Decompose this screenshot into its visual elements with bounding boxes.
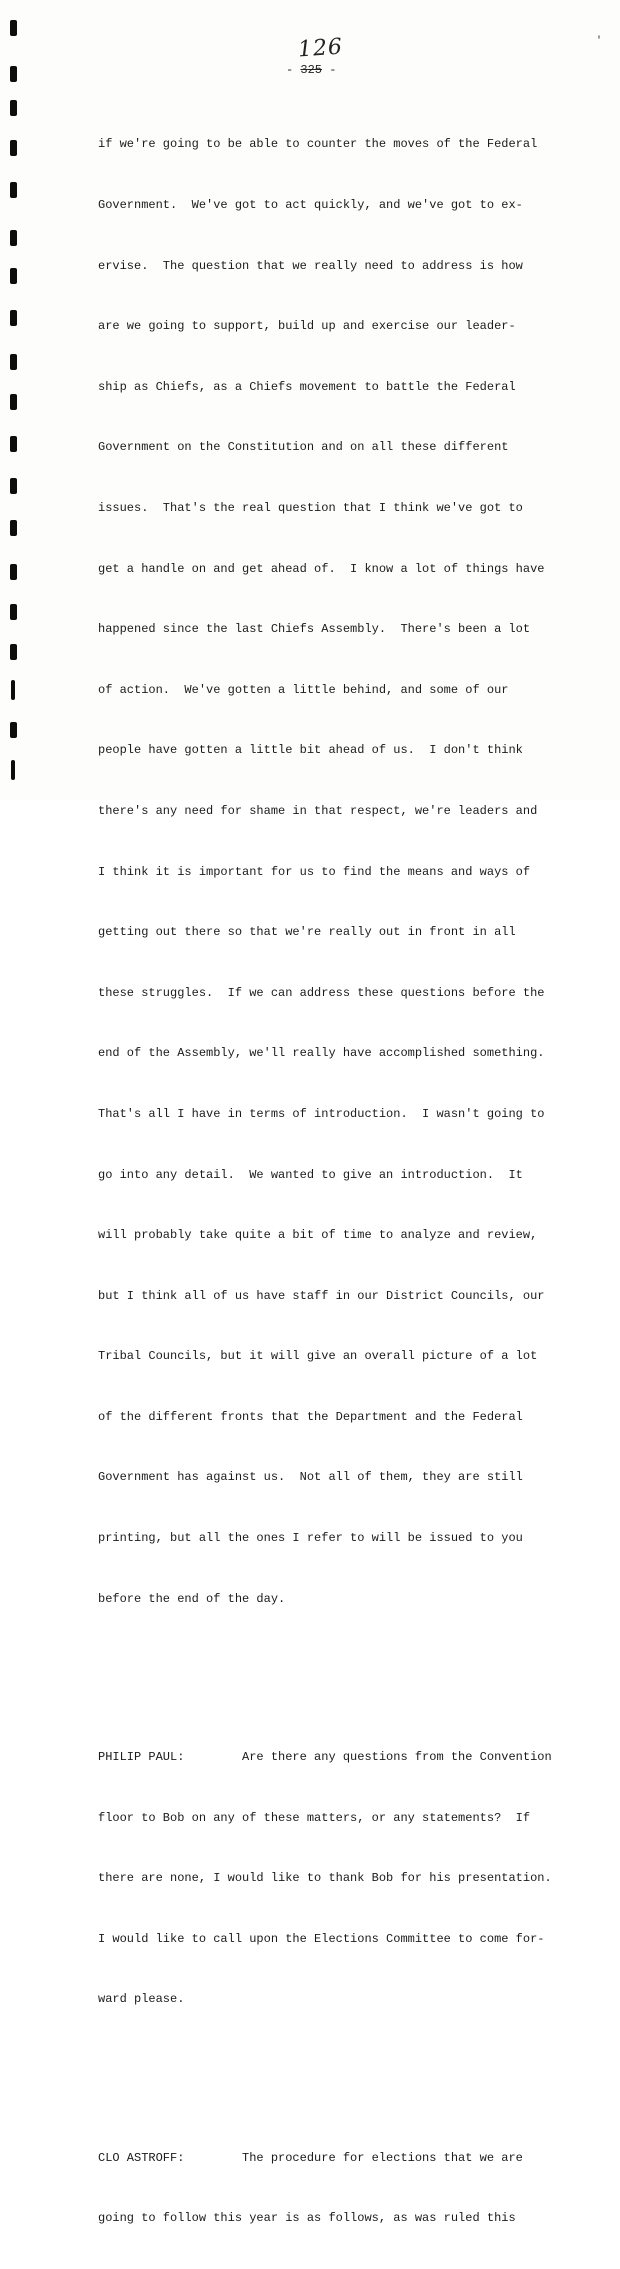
text-line: ship as Chiefs, as a Chiefs movement to battle the Federal	[98, 379, 516, 394]
binding-mark	[10, 140, 17, 156]
text-line: are we going to support, build up and exercise our leader-	[98, 319, 516, 334]
binding-mark	[11, 760, 15, 780]
typed-page-number: - 325 -	[286, 63, 337, 77]
text-line: of action. We've gotten a little behind, and some of our	[98, 682, 509, 697]
binding-mark	[10, 644, 17, 660]
binding-mark	[10, 436, 17, 452]
text-line: ward please.	[98, 1992, 185, 2007]
binding-mark	[10, 66, 17, 82]
text-line: go into any detail. We wanted to give an introduction. It	[98, 1167, 523, 1182]
text-line: people have gotten a little bit ahead of us. I don't think	[98, 743, 523, 758]
binding-mark	[10, 20, 17, 36]
handwritten-page-number: 126	[297, 34, 344, 63]
text-line: happened since the last Chiefs Assembly. There's been a lot	[98, 622, 531, 637]
paragraph-gap	[98, 1669, 598, 1686]
speaker-line: CLO ASTROFF: The procedure for elections that we are	[98, 2150, 523, 2165]
binding-mark	[10, 722, 17, 738]
text-line: Government. We've got to act quickly, and we've got to ex-	[98, 198, 523, 212]
text-line: get a handle on and get ahead of. I know a lot of things have	[98, 561, 545, 576]
text-line: but I think all of us have staff in our District Councils, our	[98, 1288, 545, 1303]
binding-mark	[10, 520, 17, 536]
text-line: I think it is important for us to find the means and ways of	[98, 864, 531, 879]
text-line: will probably take quite a bit of time to analyze and review,	[98, 1228, 538, 1243]
binding-mark	[10, 604, 17, 620]
text-line: printing, but all the ones I refer to will be issued to you	[98, 1531, 523, 1546]
text-line: I would like to call upon the Elections Committee to come for-	[98, 1931, 545, 1946]
text-line: Government on the Constitution and on all these different	[98, 440, 509, 455]
text-line: of the different fronts that the Department and the Federal	[98, 1409, 523, 1424]
binding-mark	[10, 478, 17, 494]
text-line: end of the Assembly, we'll really have accomplished something.	[98, 1046, 545, 1061]
binding-mark	[10, 564, 17, 580]
binding-mark	[10, 394, 17, 410]
text-line: Tribal Councils, but it will give an overall picture of a lot	[98, 1349, 538, 1364]
binding-mark	[10, 100, 17, 116]
text-line: if we're going to be able to counter the moves of the Federal	[98, 137, 538, 152]
text-line: Government has against us. Not all of them, they are still	[98, 1470, 523, 1485]
text-line: floor to Bob on any of these matters, or any statements? If	[98, 1810, 531, 1825]
binding-mark	[10, 354, 17, 370]
text-line: getting out there so that we're really out in front in all	[98, 925, 516, 940]
corner-mark: '	[596, 36, 603, 47]
text-line: there's any need for shame in that respect, we're leaders and	[98, 803, 538, 818]
binding-marks	[8, 0, 22, 800]
binding-mark	[10, 230, 17, 246]
binding-mark	[11, 680, 15, 700]
speaker-line: PHILIP PAUL: Are there any questions from the Convention	[98, 1750, 552, 1765]
struck-page-number: 325	[300, 63, 323, 77]
text-line: there are none, I would like to thank Bob for his presentation.	[98, 1871, 552, 1886]
binding-mark	[10, 182, 17, 198]
binding-mark	[10, 268, 17, 284]
binding-mark	[10, 310, 17, 326]
text-line: ervise. The question that we really need to address is how	[98, 258, 523, 273]
text-line: issues. That's the real question that I think we've got to	[98, 500, 523, 515]
transcript-body	[98, 94, 598, 2269]
text-line: these struggles. If we can address these questions before the	[98, 985, 545, 1000]
paragraph-gap	[98, 2070, 598, 2087]
text-line: going to follow this year is as follows, as was ruled this	[98, 2211, 516, 2226]
text-line: before the end of the day.	[98, 1591, 286, 1606]
text-line: That's all I have in terms of introduction. I wasn't going to	[98, 1106, 545, 1121]
